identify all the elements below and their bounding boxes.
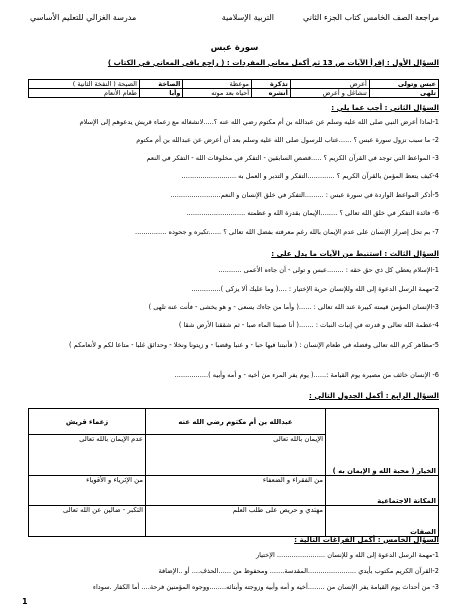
vocab-word: عبس وتولى bbox=[369, 80, 438, 89]
table-row bbox=[29, 80, 439, 89]
q2-line: 3- المواعظ التي توجد في القرآن الكريم ؟ .....قصص السابقين - التفكر في مخلوقات الله - التفكر في النعم bbox=[146, 154, 439, 162]
table-header-row bbox=[29, 409, 439, 435]
table-cell: عدم الإيمان بالله تعالى bbox=[29, 435, 146, 476]
table-cell: مهتدي و حريص على طلب العلم bbox=[146, 506, 326, 537]
q3-line: 3-الإنسان المؤمن قيمته كبيرة عند الله تعالى : ......( وأما من جاءك يسعى - و هو يخشى - فأنت عنه تلهى ) bbox=[148, 303, 439, 311]
vocab-meaning: الصيحة ( النفخة الثانية ) bbox=[29, 80, 140, 89]
row-label: المكانة الاجتماعية bbox=[326, 476, 439, 506]
table-row bbox=[29, 476, 439, 506]
vocab-word: وأبا bbox=[139, 89, 183, 98]
vocab-word: تلهى bbox=[369, 89, 438, 98]
vocab-meaning: موعظة bbox=[183, 80, 252, 89]
table-cell: التكبر - ضالين عن الله تعالى bbox=[29, 506, 146, 537]
q3-line: 2-مهمة الرسل الدعوة إلى الله وللإنسان حرية الإختيار : ....( وما عليك ألا يزكى ).............. bbox=[191, 285, 439, 293]
q2-line: 6- فائدة التفكر في خلق الله تعالى ؟ ........الإيمان بقدرة الله و عظمته ............................ bbox=[186, 209, 439, 217]
q4-heading: السؤال الرابع : أكمل الجدول التالي : bbox=[309, 391, 439, 400]
column-header: زعماء قريش bbox=[29, 409, 146, 435]
q2-line: 7- بم تحل إصرار الإنسان على عدم الإيمان بالله رغم معرفته بفضل الله تعالى ؟ ......تكبره و جحوده ............... bbox=[134, 228, 439, 236]
vocab-meaning: أعرض bbox=[290, 80, 369, 89]
table-cell: من الإثرياء و الأقوياء bbox=[29, 476, 146, 506]
comparison-table bbox=[28, 408, 439, 537]
q3-line: 6- الإنسان خائف من مصيره يوم القيامة :......( يوم يفر المرء من أخيه - و أمه وأبيه )................ bbox=[174, 371, 439, 379]
header-school: مدرسة الغزالي للتعليم الأساسي bbox=[30, 13, 137, 22]
vocab-meaning: تنشاغل و أعرض bbox=[290, 89, 369, 98]
q5-line: 2-القرآن الكريم مكتوب بأيدي .......................المقدسة....... ومحفوظ من ......الحذف.... أو ..الإضافة bbox=[158, 567, 439, 575]
q3-line: 1-الإسلام يعطي كل ذي حق حقه : ........عبس و تولى - أن جاءه الأعمى ........... bbox=[218, 266, 439, 274]
row-label: الخيار ( محبة الله و الإيمان به ) bbox=[326, 435, 439, 476]
q2-line: 2- ما سبب نزول سورة عبس ؟ ......عتاب للرسول صلى الله عليه وسلم بعد أن أعرض عن عبدالله بن أم مكتوم bbox=[136, 136, 439, 144]
row-label: الصفات bbox=[326, 506, 439, 537]
header-course: مراجعة الصف الخامس كتاب الجزء الثاني bbox=[303, 13, 439, 22]
table-row bbox=[29, 89, 439, 98]
q2-line: 4-كيف يتعظ المؤمن بالقرآن الكريم ؟ .............التفكر و التدبر و العمل به .......................... bbox=[181, 172, 439, 180]
vocab-meaning: أحياه بعد موته bbox=[183, 89, 252, 98]
q2-heading: السؤال الثاني : أجب عما يلي : bbox=[331, 103, 439, 112]
vocab-table bbox=[28, 79, 439, 98]
table-cell: الإيمان بالله تعالى bbox=[146, 435, 326, 476]
vocab-word: الصاخة bbox=[139, 80, 183, 89]
column-header: عبدالله بن أم مكتوم رضي الله عنه bbox=[146, 409, 326, 435]
header-subject: التربية الإسلامية bbox=[221, 13, 274, 22]
q5-line: 1-مهمة الرسل الدعوة إلى الله و للإنسان ....................... الإختيار bbox=[255, 551, 439, 559]
q2-line: 5-أذكر المواعظ الواردة في سورة عبس : .........التفكر في خلق الإنسان و النعم........................ bbox=[170, 191, 439, 199]
q3-heading: السؤال الثالث : استنبط من الآيات ما يدل على : bbox=[271, 249, 439, 258]
q3-line: 5-مظاهر كرم الله تعالى وفضله في طعام الإنسان : ( فأنبتنا فيها حبا - و عنبا وقضبا - و زيتونا ونخلا - وحدائق غلبا - متاعا لكم و لأنعامكم ) bbox=[69, 341, 439, 349]
table-row bbox=[29, 506, 439, 537]
table-row bbox=[29, 435, 439, 476]
q2-line: 1-لماذا أعرض النبي صلى الله عليه وسلم عن عبدالله بن أم مكتوم رضي الله عنه ؟.....لانشغاله مع زعماء قريش يدعوهم إلى الإسلام bbox=[79, 118, 439, 126]
q5-heading: السؤال الخامس : أكمل الفراغات التالية : bbox=[294, 535, 439, 544]
table-cell: من الفقراء و الضعفاء bbox=[146, 476, 326, 506]
vocab-word: تذكرة bbox=[252, 80, 291, 89]
q5-line: 3- من أحداث يوم القيامة يفر الإنسان من ........أخيه و أمه وأبيه وزوجته وأبنائه........ووجوه المؤمنين فرحة.... أما الكفار .سوداء bbox=[92, 583, 439, 591]
q1-heading: السؤال الأول : إقرأ الآيات ص 13 ثم أكمل معاني المفردات : ( راجع باقي المعاني في الكتاب ) bbox=[107, 58, 439, 67]
page-number: 1 bbox=[22, 597, 28, 606]
page-title: سورة عبس bbox=[210, 43, 259, 53]
q3-line: 4-عظمة الله تعالى و قدرته في إنبات النبات : .......( أنا صببنا الماء صبا - ثم شققنا الأرض شقا ) bbox=[178, 321, 439, 329]
vocab-meaning: طعام الأنعام bbox=[29, 89, 140, 98]
vocab-word: أنشره bbox=[252, 89, 291, 98]
